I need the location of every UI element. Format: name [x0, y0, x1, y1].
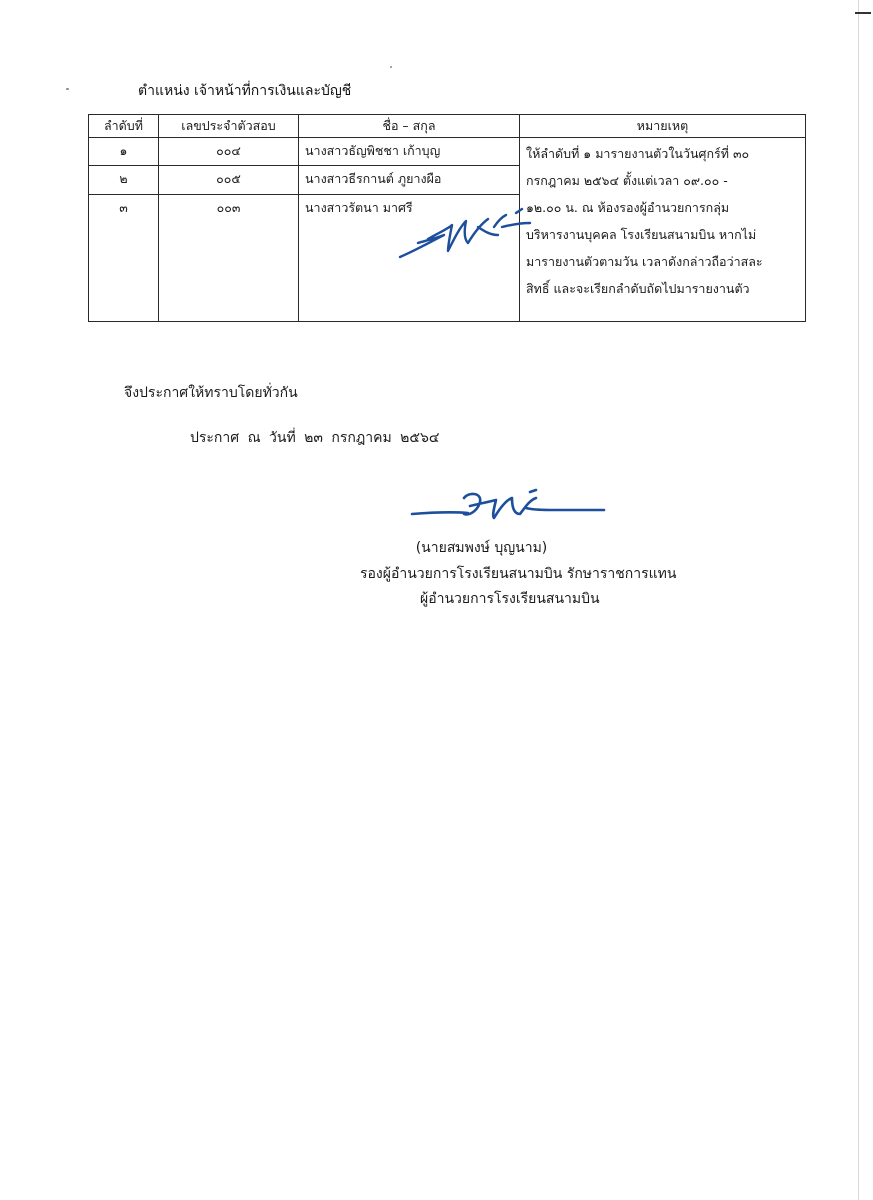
header-note: หมายเหตุ: [520, 115, 806, 138]
signature: [408, 488, 608, 524]
note-line: บริหารงานบุคคล โรงเรียนสนามบิน หากไม่: [526, 227, 757, 242]
row-exam-id: ๐๐๔: [159, 138, 299, 166]
note-line: มารายงานตัวตามวัน เวลาดังกล่าวถือว่าสละ: [526, 254, 763, 269]
row-exam-id: ๐๐๓: [159, 194, 299, 321]
row-name: นางสาวธัญพิชชา เก้าบุญ: [299, 138, 520, 166]
scan-mark: [855, 12, 871, 14]
note-line: ๑๒.๐๐ น. ณ ห้องรองผู้อำนวยการกลุ่ม: [526, 200, 730, 215]
signer-role: รองผู้อำนวยการโรงเรียนสนามบิน รักษาราชการแทน: [360, 566, 677, 582]
announcement-date: ประกาศ ณ วันที่ ๒๓ กรกฎาคม ๒๕๖๔: [190, 430, 440, 446]
row-note: [520, 138, 806, 322]
note-line: ให้ลำดับที่ ๑ มารายงานตัวในวันศุกร์ที่ ๓๐: [526, 146, 750, 161]
note-line: สิทธิ์ และจะเรียกลำดับถัดไปมารายงานตัว: [526, 281, 750, 296]
row-order: ๑: [89, 138, 159, 166]
table-header-row: [89, 115, 806, 138]
scan-speck: [390, 66, 392, 68]
table-row: [89, 138, 806, 166]
signer-role-secondary: ผู้อำนวยการโรงเรียนสนามบิน: [420, 591, 600, 607]
scan-speck: [66, 88, 69, 90]
row-order: ๒: [89, 166, 159, 194]
row-name: นางสาวธีรกานต์ ภูยางผือ: [299, 166, 520, 194]
initial-signature: [398, 205, 548, 265]
header-exam-id: เลขประจำตัวสอบ: [159, 115, 299, 138]
header-name: ชื่อ – สกุล: [299, 115, 520, 138]
header-order: ลำดับที่: [89, 115, 159, 138]
signer-name: (นายสมพงษ์ บุญนาม): [415, 540, 548, 556]
position-title: ตำแหน่ง เจ้าหน้าที่การเงินและบัญชี: [138, 83, 352, 99]
row-exam-id: ๐๐๕: [159, 166, 299, 194]
row-name: นางสาวรัตนา มาศรี: [299, 194, 520, 321]
note-line: กรกฎาคม ๒๕๖๔ ตั้งแต่เวลา ๐๙.๐๐ -: [526, 173, 728, 188]
row-order: ๓: [89, 194, 159, 321]
page-edge: [858, 0, 859, 1200]
announcement-text: จึงประกาศให้ทราบโดยทั่วกัน: [124, 385, 298, 401]
